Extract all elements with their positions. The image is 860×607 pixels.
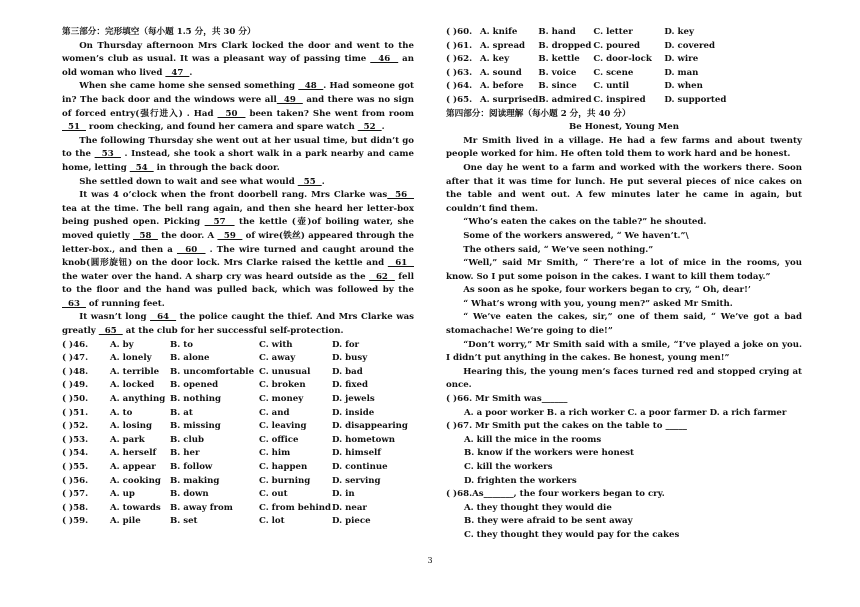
blank-52[interactable]: 52 (357, 122, 382, 133)
question-number: ( )48. (62, 366, 89, 377)
option-a[interactable]: A. park (110, 434, 145, 445)
option-a[interactable]: A. appear (110, 462, 156, 472)
question-68-choice-a[interactable]: A. they thought they would die (464, 502, 612, 513)
option-b[interactable]: B. to (170, 339, 193, 350)
option-d[interactable]: D. disappearing (332, 421, 408, 432)
option-a[interactable]: A. by (110, 339, 134, 350)
option-a[interactable]: A. towards (110, 502, 161, 513)
option-a[interactable]: A. before (480, 81, 524, 92)
option-d[interactable]: D. hometown (332, 434, 396, 445)
question-68-choice-b[interactable]: B. they were afraid to be sent away (464, 516, 633, 527)
blank-54[interactable]: 54 (129, 162, 154, 173)
option-row (62, 502, 414, 516)
blank-65[interactable]: 65 (98, 326, 123, 337)
option-a[interactable]: A. knife (480, 27, 518, 37)
question-number: ( )47. (62, 353, 89, 364)
option-d[interactable]: D. supported (664, 94, 727, 105)
blank-47[interactable]: 47 (165, 67, 190, 78)
blank-53[interactable]: 53 (94, 149, 121, 160)
option-row (446, 40, 802, 54)
question-number: ( )60. (446, 27, 473, 37)
cloze-paragraph-4: She settled down to wait and see what would 55 . (79, 176, 325, 187)
reading-paragraph-11: Hearing this, the young men’s faces turned red and stopped crying at once. (446, 366, 802, 391)
cloze-paragraph-1: On Thursday afternoon Mrs Clark locked the door and went to the women’s club as usual. It was a pleasant way of passing time 46 an old woman who lived 47 . (62, 40, 414, 78)
question-number: ( )54. (62, 448, 89, 459)
question-number: ( )59. (62, 516, 89, 527)
option-a[interactable]: A. anything (110, 394, 166, 405)
option-row (62, 420, 414, 434)
option-row (62, 352, 414, 366)
option-b[interactable]: B. missing (170, 421, 221, 432)
cloze-options-right (446, 26, 802, 108)
option-d[interactable]: D. for (332, 339, 360, 350)
option-d[interactable]: D. piece (332, 516, 371, 527)
option-c[interactable]: C. office (259, 434, 299, 445)
blank-57[interactable]: 57 (204, 217, 235, 228)
page-number: 3 (427, 556, 433, 565)
option-a[interactable]: A. terrible (110, 366, 160, 377)
option-row (446, 80, 802, 94)
option-c[interactable]: C. letter (593, 27, 633, 37)
option-c[interactable]: C. lot (259, 516, 285, 527)
blank-46[interactable]: 46 (370, 54, 399, 65)
reading-paragraph-4: Some of the workers answered, “ We haven’t.”\ (463, 230, 689, 241)
question-67-choice-b[interactable]: B. know if the workers were honest (464, 448, 634, 459)
option-b[interactable]: B. club (170, 434, 205, 445)
option-c[interactable]: C. away (259, 353, 296, 364)
option-a[interactable]: A. sound (480, 67, 522, 78)
option-b[interactable]: B. making (170, 475, 220, 486)
reading-paragraph-8: “ What’s wrong with you, young men?” asked Mr Smith. (463, 298, 733, 309)
option-b[interactable]: B. since (538, 81, 577, 92)
question-number: ( )65. (446, 94, 473, 105)
option-b[interactable]: B. her (170, 448, 200, 459)
option-d[interactable]: D. in (332, 489, 355, 500)
option-c[interactable]: C. him (259, 448, 291, 459)
option-a[interactable]: A. lonely (110, 353, 152, 364)
option-d[interactable]: D. covered (664, 40, 715, 51)
left-column (62, 26, 414, 529)
option-d[interactable]: D. inside (332, 407, 375, 418)
option-d[interactable]: D. when (664, 81, 703, 92)
option-row (446, 94, 802, 108)
question-68-choice-c[interactable]: C. they thought they would pay for the cakes (464, 529, 680, 540)
question-number: ( )58. (62, 502, 89, 513)
section4-heading: 第四部分：阅读理解（每小题 2 分，共 40 分） (446, 108, 631, 119)
option-row (62, 488, 414, 502)
option-b[interactable]: B. set (170, 516, 198, 527)
blank-58[interactable]: 58 (133, 230, 158, 241)
option-a[interactable]: A. key (480, 54, 510, 65)
question-number: ( )62. (446, 54, 473, 65)
right-column (446, 26, 802, 543)
reading-paragraph-6: “Well,” said Mr Smith, “ There’re a lot of mice in the rooms, you know. So I put some poison in the cakes. I want to kill them today.” (446, 258, 802, 282)
blank-61[interactable]: 61 (387, 258, 414, 269)
cloze-paragraph-5: It was 4 o’clock when the front doorbell rang. Mrs Clarke was 56 tea at the time. The bell rang again, and then she heard her letter-box being pushed open. Picking 57 the kettle (壶)of boiling water, she moved quietly 58 the door. A 59 of wire(铁丝) appeared through the letter-box., and then a 60 . The wire turned and caught around the knob(圆形旋钮) on the door lock. Mrs Clarke raised the kettle and 61 the water over the hand. A sharp cry was heard outside as the 62 fell to the floor and the hand was pulled back, which was followed by the 63 of running feet. (62, 190, 415, 309)
option-a[interactable]: A. losing (110, 421, 153, 432)
question-67-stem: ( )67. Mr Smith put the cakes on the table to _____ (446, 421, 687, 432)
option-c[interactable]: C. with (259, 339, 293, 350)
question-67-choice-a[interactable]: A. kill the mice in the rooms (464, 434, 602, 445)
option-c[interactable]: C. money (259, 394, 304, 405)
question-number: ( )56. (62, 475, 89, 486)
reading-paragraph-7: As soon as he spoke, four workers began to cry, “ Oh, dear!’ (463, 285, 751, 296)
option-row (62, 434, 414, 448)
blank-55[interactable]: 55 (297, 176, 322, 187)
option-b[interactable]: B. at (170, 407, 193, 418)
option-row (62, 366, 414, 380)
blank-63[interactable]: 63 (62, 298, 86, 309)
reading-paragraph-3: “Who’s eaten the cakes on the table?” he shouted. (463, 217, 707, 228)
question-number: ( )52. (62, 421, 89, 432)
option-d[interactable]: D. near (332, 502, 367, 513)
option-d[interactable]: D. himself (332, 448, 382, 459)
option-a[interactable]: A. surprised (480, 94, 539, 105)
option-a[interactable]: A. up (110, 489, 135, 500)
reading-paragraph-10: “Don’t worry,” Mr Smith said with a smile, “I’ve played a joke on you. I didn’t put anything in the cakes. Be honest, young men!” (446, 339, 802, 364)
option-a[interactable]: A. pile (110, 516, 141, 527)
option-c[interactable]: C. poured (593, 40, 641, 51)
blank-59[interactable]: 59 (217, 230, 243, 241)
option-row (446, 26, 802, 40)
option-b[interactable]: B. uncomfortable (170, 366, 255, 377)
reading-paragraph-2: One day he went to a farm and worked with the workers there. Soon after that it was time for lunch. He put several pieces of nice cakes on the table and went out. A few minutes later he came in again, but couldn’t find them. (446, 162, 802, 214)
option-row (62, 475, 414, 489)
question-number: ( )57. (62, 489, 89, 500)
option-c[interactable]: C. until (593, 81, 630, 92)
question-number: ( )46. (62, 339, 89, 350)
option-b[interactable]: B. alone (170, 353, 210, 364)
question-number: ( )63. (446, 67, 473, 78)
option-c[interactable]: C. and (259, 407, 290, 418)
option-b[interactable]: B. hand (538, 27, 576, 37)
option-c[interactable]: C. burning (259, 475, 311, 486)
option-b[interactable]: B. down (170, 489, 209, 500)
cloze-options-left (62, 339, 414, 529)
option-c[interactable]: C. scene (593, 67, 634, 78)
option-d[interactable]: D. man (664, 67, 699, 78)
blank-51[interactable]: 51 (62, 122, 86, 133)
blank-62[interactable]: 62 (369, 271, 395, 282)
option-row (62, 461, 414, 475)
option-b[interactable]: B. away from (170, 502, 233, 513)
option-d[interactable]: D. bad (332, 366, 363, 377)
blank-48[interactable]: 48 (298, 81, 324, 92)
passage-title: Be Honest, Young Men (569, 122, 679, 133)
question-number: ( )64. (446, 81, 473, 92)
option-d[interactable]: D. key (664, 27, 694, 37)
option-b[interactable]: B. dropped (538, 40, 592, 51)
option-c[interactable]: C. happen (259, 462, 308, 472)
option-a[interactable]: A. cooking (110, 475, 161, 486)
question-67-choice-c[interactable]: C. kill the workers (464, 462, 553, 472)
option-row (62, 447, 414, 461)
question-67-choice-d[interactable]: D. frighten the workers (464, 475, 577, 486)
section3-heading: 第三部分：完形填空（每小题 1.5 分，共 30 分） (62, 27, 256, 37)
question-number: ( )50. (62, 394, 89, 405)
blank-56[interactable]: 56 (387, 190, 414, 201)
option-row (62, 379, 414, 393)
option-d[interactable]: D. busy (332, 353, 368, 364)
blank-50[interactable]: 50 (217, 108, 246, 119)
option-row (62, 393, 414, 407)
question-number: ( )49. (62, 380, 89, 391)
option-d[interactable]: D. fixed (332, 380, 368, 391)
question-68-stem: ( )68.As_______, the four workers began to cry. (446, 489, 665, 500)
option-row (446, 67, 802, 81)
option-a[interactable]: A. herself (110, 448, 157, 459)
question-number: ( )51. (62, 407, 89, 418)
option-a[interactable]: A. spread (480, 40, 526, 51)
blank-49[interactable]: 49 (276, 94, 303, 105)
option-a[interactable]: A. to (110, 407, 133, 418)
option-b[interactable]: B. admired (538, 94, 592, 105)
option-b[interactable]: B. kettle (538, 54, 580, 65)
question-number: ( )61. (446, 40, 473, 51)
blank-64[interactable]: 64 (150, 312, 177, 323)
option-b[interactable]: B. nothing (170, 394, 221, 405)
option-d[interactable]: D. continue (332, 462, 388, 472)
question-66-choices[interactable]: A. a poor worker B. a rich worker C. a poor farmer D. a rich farmer (464, 407, 787, 418)
option-d[interactable]: D. jewels (332, 394, 375, 405)
option-row (446, 53, 802, 67)
option-c[interactable]: C. inspired (593, 94, 646, 105)
cloze-paragraph-6: It wasn’t long 64 the police caught the thief. And Mrs Clarke was greatly 65 at the club for her successful self-protection. (62, 312, 414, 337)
option-d[interactable]: D. serving (332, 475, 381, 486)
option-b[interactable]: B. opened (170, 380, 219, 391)
question-number: ( )55. (62, 462, 89, 472)
cloze-paragraph-2: When she came home she sensed something 48 . Had someone got in? The back door and the windows were all 49 and there was no sign of forced entry(强行进入) . Had 50 been taken? She went from room 51 room checking, and found her camera and spare watch 52 . (62, 81, 414, 133)
option-c[interactable]: C. door-lock (593, 54, 652, 65)
option-c[interactable]: C. from behind (259, 502, 331, 513)
option-c[interactable]: C. out (259, 489, 288, 500)
option-a[interactable]: A. locked (110, 380, 155, 391)
option-row (62, 515, 414, 529)
option-b[interactable]: B. voice (538, 67, 577, 78)
blank-60[interactable]: 60 (176, 244, 206, 255)
option-b[interactable]: B. follow (170, 462, 213, 472)
option-row (62, 407, 414, 421)
question-66-stem: ( )66. Mr Smith was______ (446, 394, 568, 405)
option-c[interactable]: C. leaving (259, 421, 307, 432)
question-number: ( )53. (62, 434, 89, 445)
option-c[interactable]: C. unusual (259, 366, 311, 377)
option-c[interactable]: C. broken (259, 380, 306, 391)
reading-paragraph-5: The others said, “ We’ve seen nothing.” (463, 244, 654, 255)
reading-paragraph-1: Mr Smith lived in a village. He had a few farms and about twenty people worked for him. He often told them to work hard and be honest. (446, 135, 802, 160)
cloze-paragraph-3: The following Thursday she went out at her usual time, but didn’t go to the 53 . Instead, she took a short walk in a park nearby and came home, letting 54 in through the back door. (62, 135, 414, 173)
option-d[interactable]: D. wire (664, 54, 699, 65)
reading-paragraph-9: “ We’ve eaten the cakes, sir,” one of them said, “ We’ve got a bad stomachache! We’re going to die!” (446, 312, 802, 337)
option-row (62, 339, 414, 353)
